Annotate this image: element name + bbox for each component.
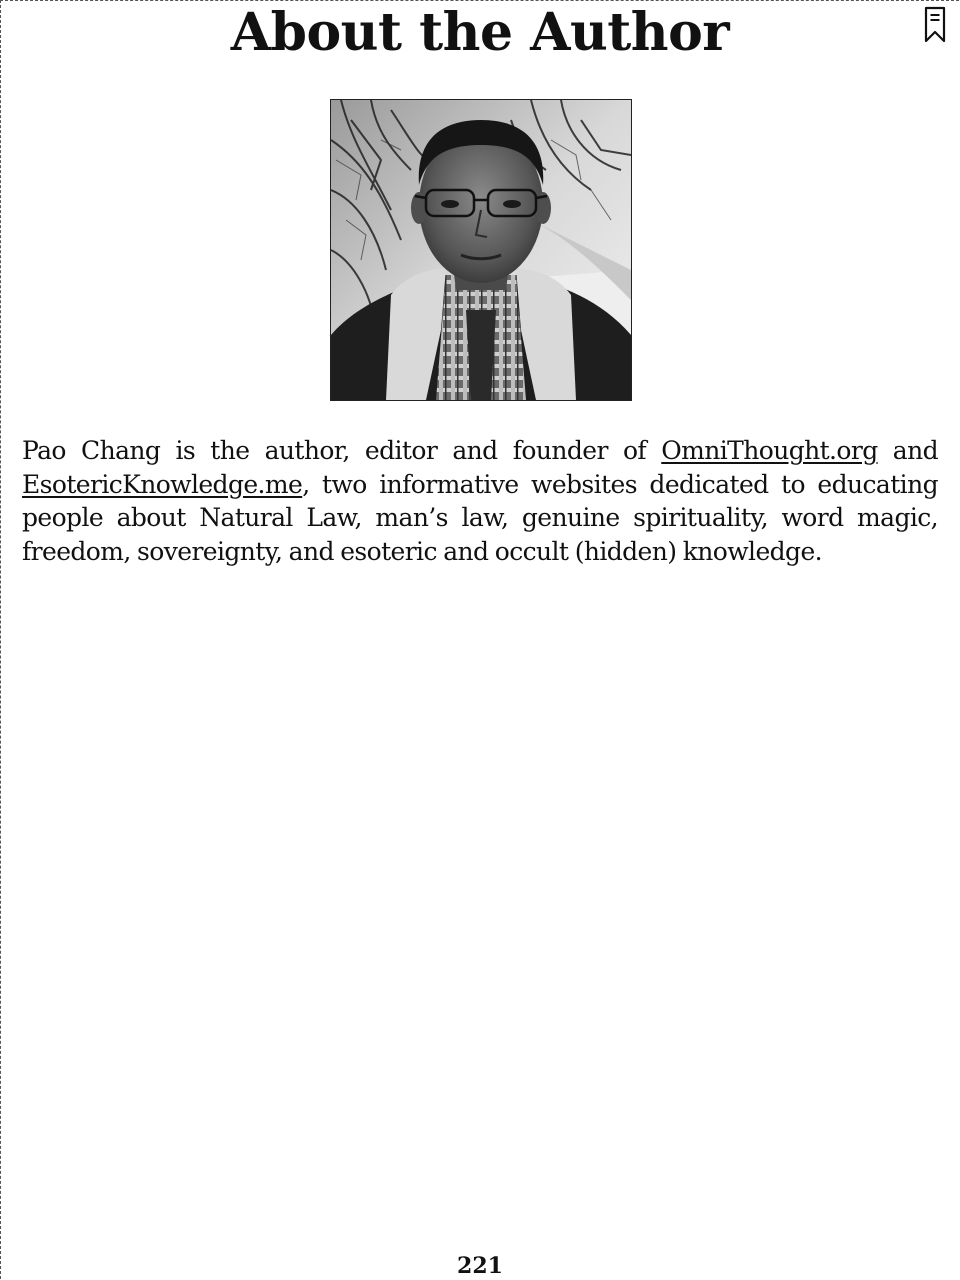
bio-text: and xyxy=(877,436,938,465)
author-photo xyxy=(330,99,632,401)
author-bio xyxy=(22,434,938,568)
bio-text: , two informative websites dedicated to educating people about Natural Law, man’s law, genuine spirituality, word magic, freedom, sovereignty, and esoteric and occult (hidden) knowledge. xyxy=(22,469,938,566)
bio-text: Pao Chang is the author, editor and founder of xyxy=(22,436,662,465)
esoterickknowledge-link[interactable]: EsotericKnowledge.me xyxy=(22,469,303,499)
page-number: 221 xyxy=(457,1253,503,1279)
omnithought-link[interactable]: OmniThought.org xyxy=(661,436,878,465)
page-title: About the Author xyxy=(230,2,730,63)
